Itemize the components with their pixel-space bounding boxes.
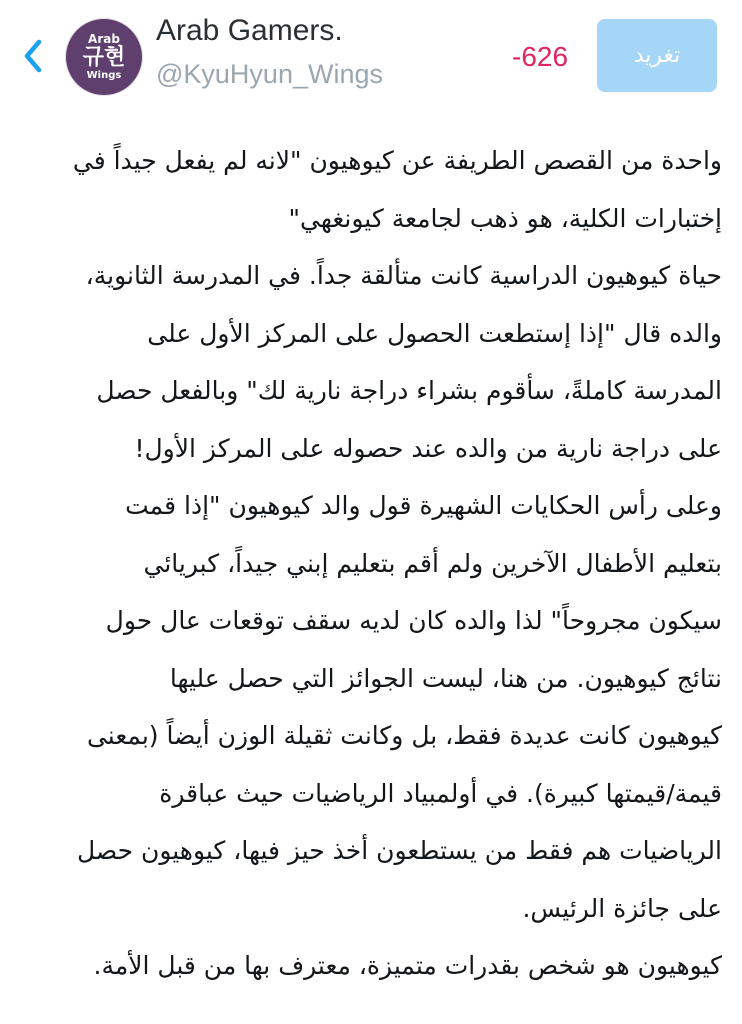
- tweet-text-line: الرياضيات هم فقط من يستطعون أخذ حيز فيها، كيوهيون حصل: [76, 836, 722, 865]
- tweet-text-line: كيوهيون هو شخص بقدرات متميزة، معترف بها من قبل الأمة.: [93, 951, 722, 980]
- character-counter: -626: [512, 41, 569, 72]
- compose-header: [0, 0, 742, 110]
- tweet-text-line: على جائزة الرئيس.: [522, 893, 722, 923]
- tweet-text-line: حياة كيوهيون الدراسية كانت متألقة جداً. في المدرسة الثانوية،: [85, 261, 722, 290]
- chevron-left-icon: [23, 39, 43, 73]
- tweet-text-line: كيوهيون كانت عديدة فقط، بل وكانت ثقيلة الوزن أيضاً (بمعنى: [86, 721, 722, 750]
- tweet-text-line: المدرسة كاملةً، سأقوم بشراء دراجة نارية لك" وبالفعل حصل: [96, 376, 722, 405]
- tweet-text-line: سيكون مجروحاً" لذا والده كان لديه سقف توقعات عال حول: [105, 606, 722, 635]
- tweet-text-line: بتعليم الأطفال الآخرين ولم أقم بتعليم إبني جيداً، كبريائي: [143, 548, 722, 578]
- account-handle: @KyuHyun_Wings: [156, 59, 383, 89]
- tweet-text-line: وعلى رأس الحكايات الشهيرة قول والد كيوهيون "إذا قمت: [125, 491, 722, 520]
- tweet-text-line: قيمة/قيمتها كبيرة). في أولمبياد الرياضيات حيث عباقرة: [159, 778, 722, 808]
- avatar-text-middle: 규현: [82, 45, 126, 70]
- tweet-text-line: والده قال "إذا إستطعت الحصول على المركز الأول على: [147, 318, 722, 348]
- tweet-text-line: واحدة من القصص الطريفة عن كيوهيون "لانه لم يفعل جيداً في: [72, 146, 722, 175]
- avatar: [66, 19, 142, 95]
- tweet-text-line: نتائج كيوهيون. من هنا، ليست الجوائز التي حصل عليها: [169, 663, 722, 693]
- avatar-text-top: Arab: [88, 32, 120, 46]
- avatar-text-bottom: Wings: [86, 70, 122, 81]
- tweet-text-line: على دراجة نارية من والده عند حصوله على المركز الأول!: [134, 433, 722, 463]
- account-name: Arab Gamers.: [156, 14, 343, 47]
- tweet-text-line: إختبارات الكلية، هو ذهب لجامعة كيونغهي": [288, 203, 722, 233]
- tweet-button[interactable]: تغريد: [597, 19, 717, 92]
- back-button[interactable]: [18, 36, 48, 76]
- tweet-text-area[interactable]: [20, 132, 722, 995]
